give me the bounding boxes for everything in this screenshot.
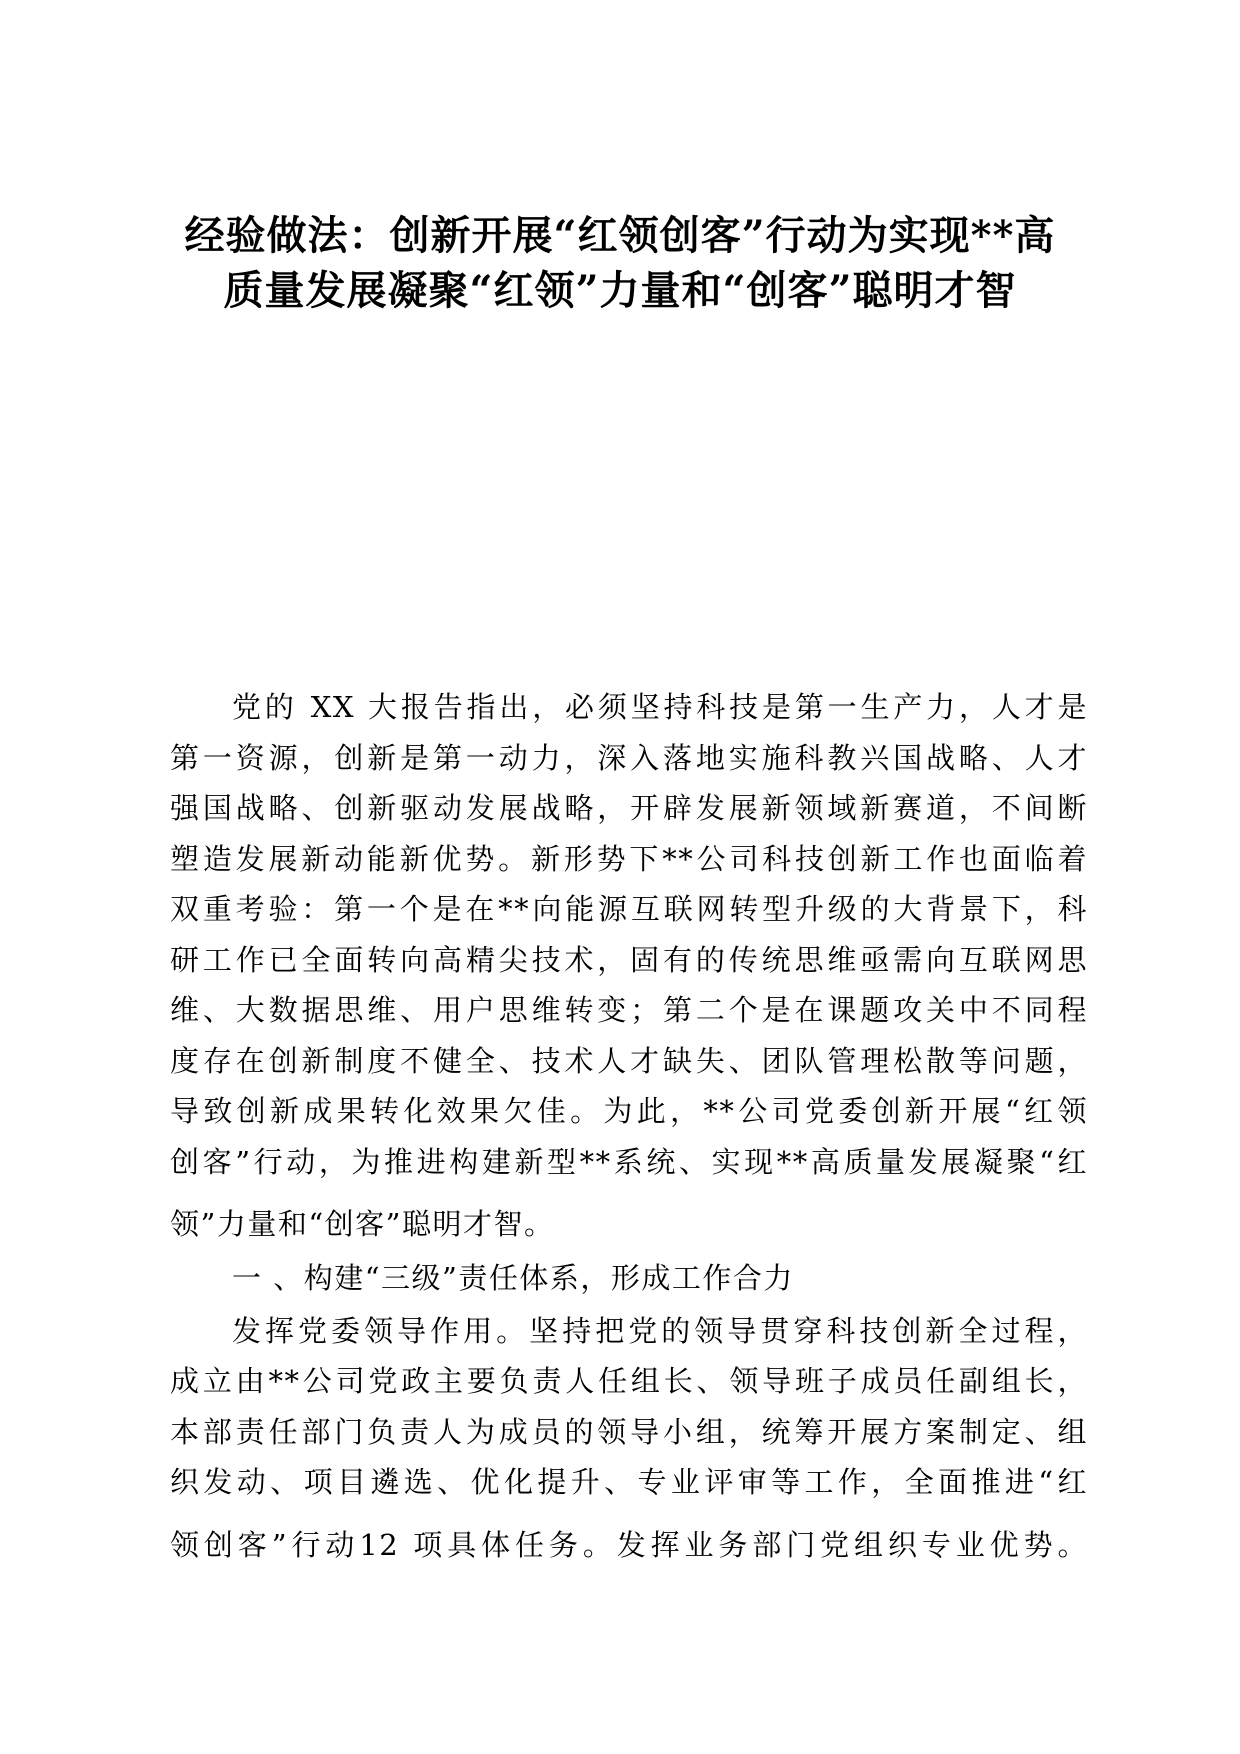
paragraph-line: 塑造发展新动能新优势。新形势下**公司科技创新工作也面临着	[170, 841, 1088, 876]
paragraph-line: 成立由**公司党政主要负责人任组长、领导班子成员任副组长，	[170, 1364, 1088, 1398]
paragraph-line: 党的 XX 大报告指出，必须坚持科技是第一生产力，人才是	[232, 690, 1088, 724]
paragraph-line: 导致创新成果转化效果欠佳。为此，**公司党委创新开展“红领	[170, 1094, 1088, 1128]
title-line: 质量发展凝聚“红领”力量和“创客”聪明才智	[223, 267, 1017, 314]
paragraph-line: 发挥党委领导作用。坚持把党的领导贯穿科技创新全过程，	[232, 1313, 1088, 1348]
paragraph-line: 本部责任部门负责人为成员的领导小组，统筹开展方案制定、组	[170, 1414, 1088, 1449]
paragraph-line: 研工作已全面转向高精尖技术，固有的传统思维亟需向互联网思	[170, 942, 1088, 977]
paragraph-line: 创客”行动，为推进构建新型**系统、实现**高质量发展凝聚“红	[170, 1144, 1088, 1179]
title-line: 经验做法：创新开展“红领创客”行动为实现**高	[184, 212, 1056, 259]
paragraph-line: 领”力量和“创客”聪明才智。	[170, 1207, 555, 1241]
paragraph-line: 织发动、项目遴选、优化提升、专业评审等工作，全面推进“红	[170, 1465, 1088, 1499]
paragraph-line: 维、大数据思维、用户思维转变；第二个是在课题攻关中不同程	[170, 993, 1088, 1027]
section-heading: 一 、构建“三级”责任体系，形成工作合力	[232, 1260, 794, 1295]
document-body	[170, 682, 1088, 1570]
paragraph-line: 领创客”行动12 项具体任务。发挥业务部门党组织专业优势。	[170, 1527, 1088, 1562]
document-title	[150, 208, 1090, 318]
paragraph-line: 双重考验：第一个是在**向能源互联网转型升级的大背景下，科	[170, 892, 1088, 926]
paragraph-line: 度存在创新制度不健全、技术人才缺失、团队管理松散等问题，	[170, 1043, 1088, 1078]
paragraph-line: 第一资源，创新是第一动力，深入落地实施科教兴国战略、人才	[170, 740, 1088, 775]
paragraph-line: 强国战略、创新驱动发展战略，开辟发展新领域新赛道，不间断	[170, 791, 1088, 825]
